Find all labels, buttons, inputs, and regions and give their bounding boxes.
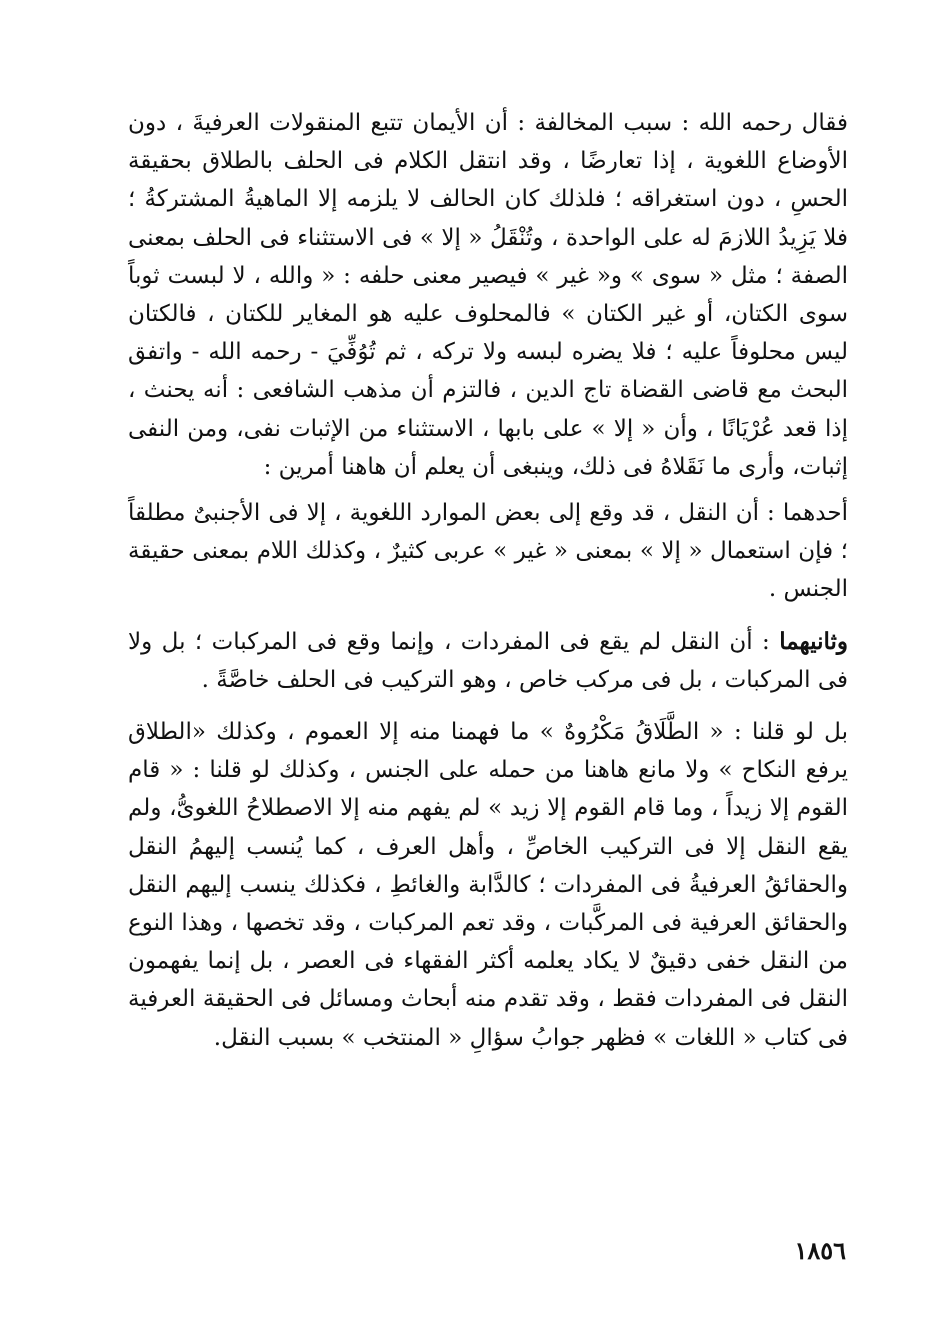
paragraph-3 bbox=[128, 623, 848, 699]
paragraph-4-text: بل لو قلنا : « الطَّلَاقُ مَكْرُوهٌ » ما فهمنا منه إلا العموم ، وكذلك «الطلاق يرفع النكاح » ولا مانع هاهنا من حمله على الجنس ، وكذلك لو قلنا : « قام القوم إلا زيداً ، وما قام القوم إلا زيد » لم يفهم منه إلا الاصطلاحُ اللغوىُّ، ولم يقع النقل إلا فى التركيب الخاصِّ ، وأهل العرف ، كما يُنسب إليهمُ النقل والحقائقُ العرفيةُ فى المفردات ؛ كالدَّابة والغائطِ ، فكذلك ينسب إليهم النقل والحقائق العرفية فى المركَّبات ، وقد تعم المركبات ، وقد تخصها ، وهذا النوع من النقل خفى دقيقٌ لا يكاد يعلمه أكثر الفقهاء فى العصر ، بل إنما يفهمون النقل فى المفردات فقط ، وقد تقدم منه أبحاث ومسائل فى الحقيقة العرفية فى كتاب « اللغات » فظهر جوابُ سؤالِ « المنتخب » بسبب النقل. bbox=[128, 719, 848, 1051]
paragraph-3-text: : أن النقل لم يقع فى المفردات ، وإنما وقع فى المركبات ؛ بل ولا فى المركبات ، بل فى مركب خاص ، وهو التركيب فى الحلف خاصَّةً . bbox=[128, 628, 848, 693]
body-text bbox=[128, 104, 848, 1057]
paragraph-2-text: أحدهما : أن النقل ، قد وقع إلى بعض الموارد اللغوية ، إلا فى الأجنبىٌ مطلقاً ؛ فإن استعمال « إلا » بمعنى « غير » عربى كثيرٌ ، وكذلك اللام بمعنى حقيقة الجنس . bbox=[128, 500, 848, 603]
paragraph-1 bbox=[128, 104, 848, 486]
paragraph-2 bbox=[128, 494, 848, 609]
paragraph-3-lead: وثانيهما bbox=[779, 627, 848, 655]
page-number: ١٨٥٦ bbox=[794, 1236, 846, 1265]
paragraph-4 bbox=[128, 713, 848, 1057]
paragraph-1-text: فقال رحمه الله : سبب المخالفة : أن الأيمان تتبع المنقولات العرفيةَ ، دون الأوضاع اللغوية ، إذا تعارضًا ، وقد انتقل الكلام فى الحلف بالطلاق بحقيقة الحسِ ، دون استغراقه ؛ فلذلك كان الحالف لا يلزمه إلا الماهيةُ المشتركةُ ؛ فلا يَزِيدُ اللازمَ له على الواحدة ، وتُنْقَلُ « إلا » فى الاستثناء فى الحلف بمعنى الصفة ؛ مثل « سوى » و« غير » فيصير معنى حلفه : « والله ، لا لبست ثوباً سوى الكتان، أو غير الكتان » فالمحلوف عليه هو المغاير للكتان ، فالكتان ليس محلوفاً عليه ؛ فلا يضره لبسه ولا تركه ، ثم تُوُفِّيَ - رحمه الله - واتفق البحث مع قاضى القضاة تاج الدين ، فالتزم أن مذهب الشافعى : أنه يحنث ، إذا قعد عُرْيَانًا ، وأن « إلا » على بابها ، الاستثناء من الإثبات نفى، ومن النفى إثبات، وأرى ما نَقَلاهُ فى ذلك، وينبغى أن يعلم أن هاهنا أمرين : bbox=[128, 110, 848, 480]
